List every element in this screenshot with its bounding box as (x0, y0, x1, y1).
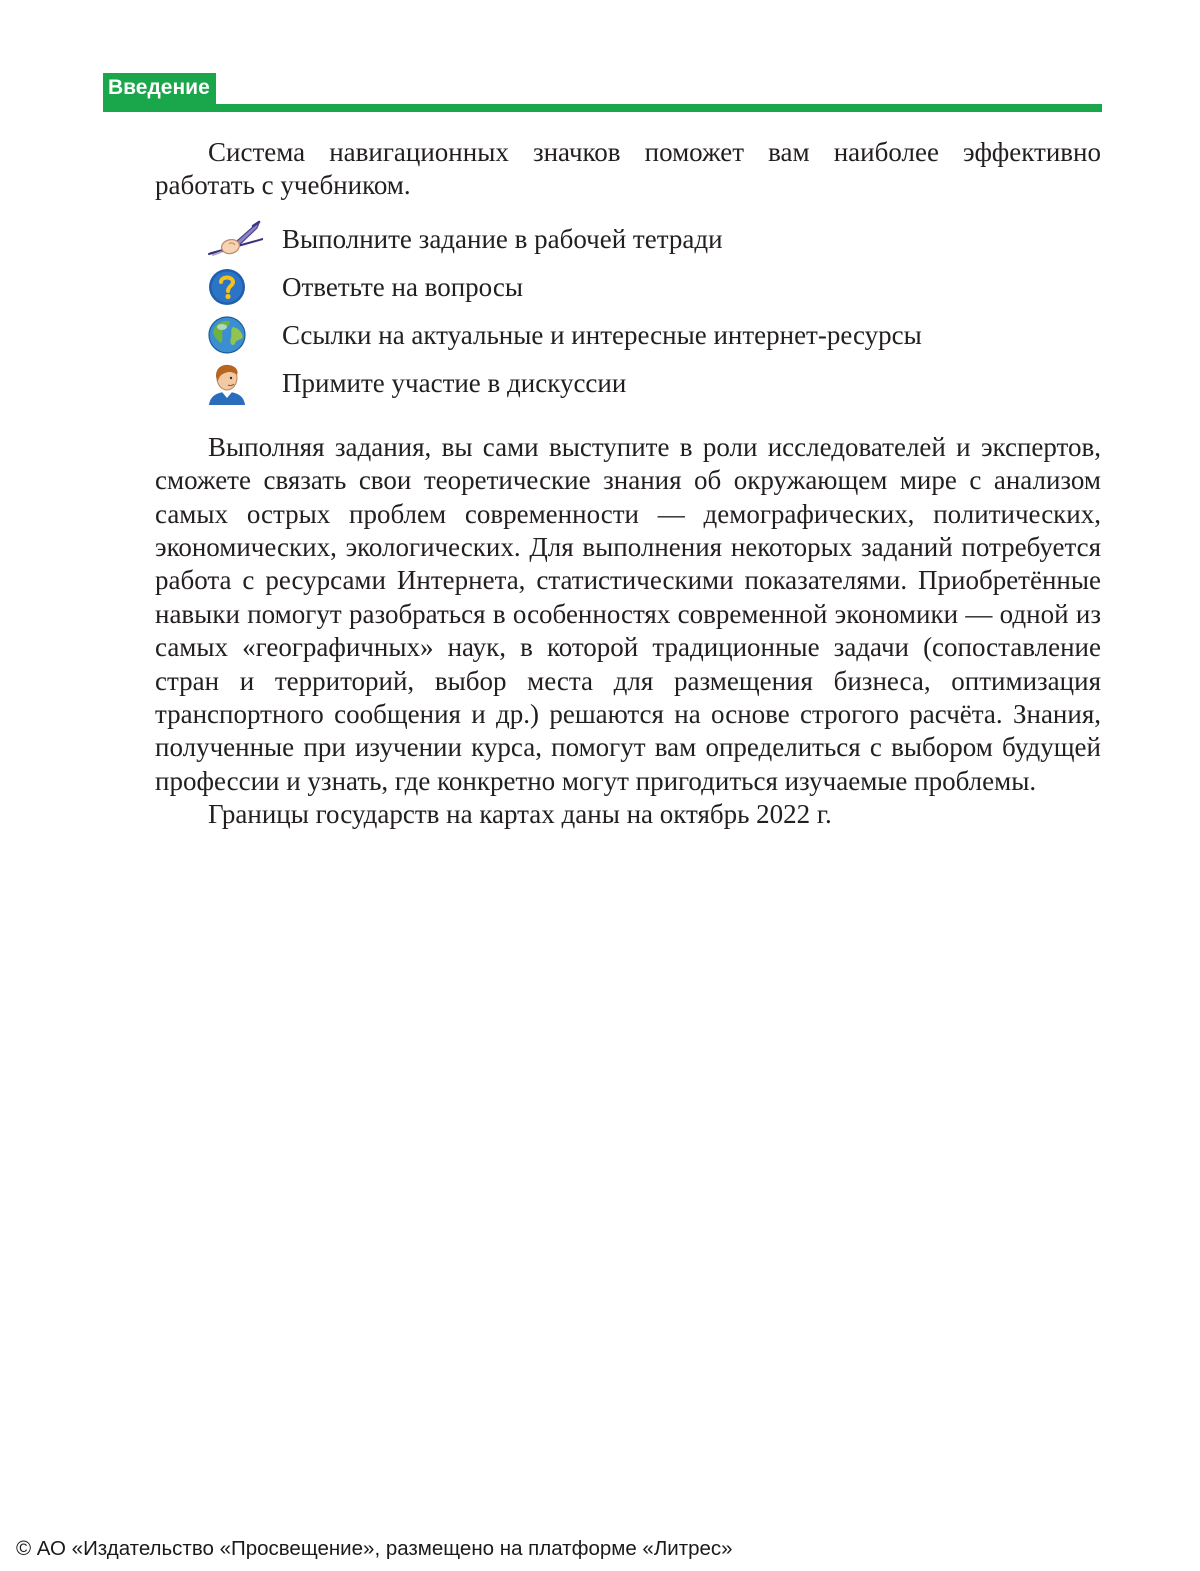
person-icon (207, 361, 263, 405)
legend-label: Ссылки на актуальные и интересные интернет-ресурсы (282, 319, 922, 350)
pencil-hand-icon (207, 217, 263, 261)
header-rule (103, 104, 1102, 112)
legend-item-internet (155, 311, 1101, 359)
page-content (155, 136, 1101, 832)
legend-label: Ответьте на вопросы (282, 271, 523, 302)
legend-label: Выполните задание в рабочей тетради (282, 223, 723, 254)
body-paragraph: Выполняя задания, вы сами выступите в роли исследователей и экспертов, сможете связать свои теоретические знания об окружающем мире с анализом самых острых проблем современности — демографических, политических, экономических, экологических. Для выполнения некоторых заданий потребуется работа с ресурсами Интернета, статистическими показателями. Приобретённые навыки помогут разобраться в особенностях современной экономики — одной из самых «географичных» наук, в которой традиционные задачи (сопоставление стран и территорий, выбор места для размещения бизнеса, оптимизация транспортного сообщения и др.) решаются на основе строгого расчёта. Знания, полученные при изучении курса, помогут вам определиться с выбором будущей профессии и узнать, где конкретно могут пригодиться изучаемые проблемы. (155, 431, 1101, 796)
legend-item-questions (155, 263, 1101, 311)
navigation-icons-legend (155, 215, 1101, 407)
section-label: Введение (103, 73, 216, 104)
intro-paragraph: Система навигационных значков поможет вам наиболее эффективно работать с учебником. (155, 137, 1101, 201)
section-header (103, 73, 1102, 112)
legend-item-discussion (155, 359, 1101, 407)
copyright-notice: © АО «Издательство «Просвещение», размещено на платформе «Литрес» (16, 1537, 733, 1560)
legend-label: Примите участие в дискуссии (282, 367, 627, 398)
globe-icon (207, 313, 263, 357)
legend-item-workbook (155, 215, 1101, 263)
question-icon (207, 265, 263, 309)
borders-note: Границы государств на картах даны на октябрь 2022 г. (208, 799, 832, 830)
